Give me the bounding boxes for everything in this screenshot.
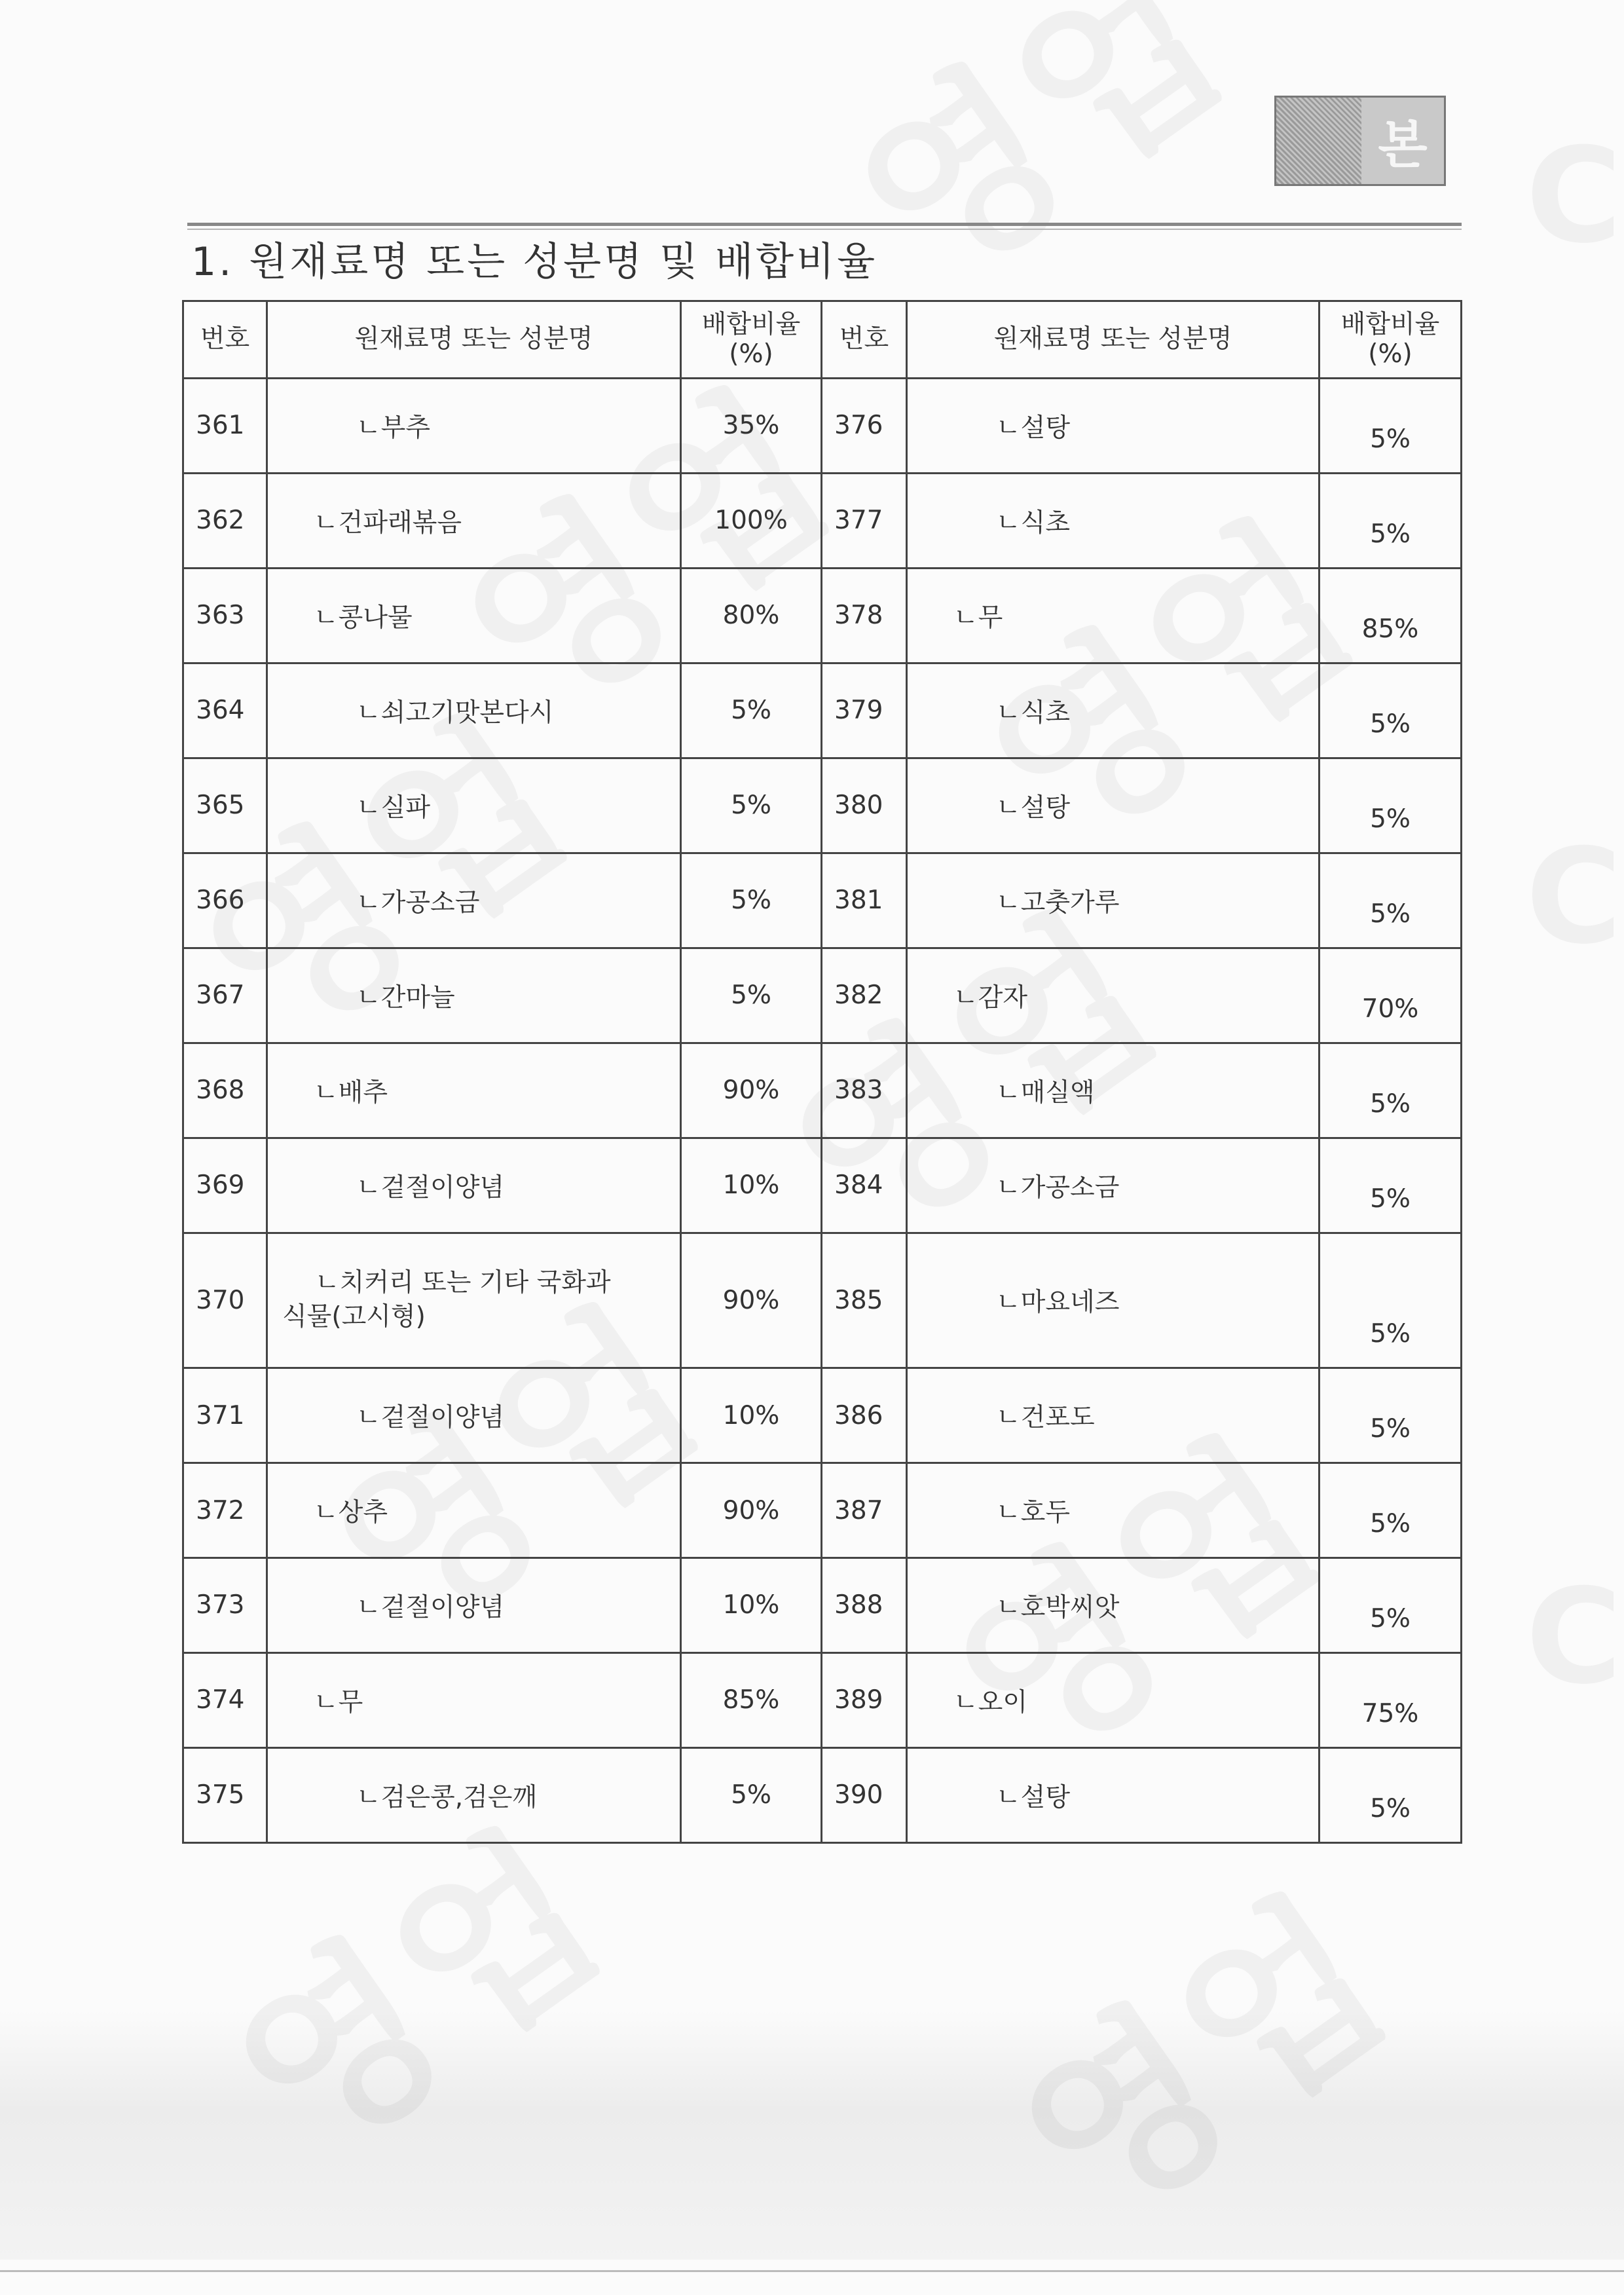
row-ratio: 5% (681, 1747, 822, 1842)
row-ingredient-right: ㄴ설탕 (907, 379, 1320, 474)
row-no: 361 (183, 379, 267, 474)
row-ingredient: ㄴ상추 (267, 1463, 681, 1558)
row-ratio: 10% (681, 1138, 822, 1233)
row-no: 372 (183, 1463, 267, 1558)
header-rule-thin (187, 229, 1462, 230)
row-ratio: 35% (681, 379, 822, 474)
row-ingredient (267, 1233, 681, 1368)
row-ingredient-right: ㄴ설탕 (907, 1747, 1320, 1842)
row-ingredient-right: ㄴ설탕 (907, 758, 1320, 853)
row-ratio-right: 5% (1320, 1747, 1462, 1842)
row-no: 365 (183, 758, 267, 853)
row-ratio-right: 5% (1320, 1043, 1462, 1138)
stamp-text: 본 (1361, 98, 1444, 184)
row-no-right: 386 (822, 1368, 907, 1463)
row-ingredient: ㄴ무 (267, 1652, 681, 1747)
row-ingredient: ㄴ건파래볶음 (267, 473, 681, 568)
row-ingredient-right: ㄴ건포도 (907, 1368, 1320, 1463)
section-title: 1. 원재료명 또는 성분명 및 배합비율 (191, 239, 878, 285)
row-ingredient: ㄴ콩나물 (267, 568, 681, 663)
row-ingredient: ㄴ실파 (267, 758, 681, 853)
row-ingredient-right: ㄴ감자 (907, 948, 1320, 1043)
row-no-right: 390 (822, 1747, 907, 1842)
row-ingredient: ㄴ배추 (267, 1043, 681, 1138)
row-ratio-right: 5% (1320, 1138, 1462, 1233)
row-ratio: 90% (681, 1463, 822, 1558)
row-no: 369 (183, 1138, 267, 1233)
row-no-right: 376 (822, 379, 907, 474)
col-header-ratio-right-line1: 배합비율 (1340, 309, 1440, 339)
row-ingredient: ㄴ가공소금 (267, 853, 681, 948)
watermark-graphic (829, 0, 1253, 314)
row-ingredient-right: ㄴ식초 (907, 473, 1320, 568)
table-row (183, 1652, 1462, 1747)
watermark-graphic (1526, 1572, 1622, 1703)
row-no-right: 384 (822, 1138, 907, 1233)
row-ingredient-right: ㄴ식초 (907, 663, 1320, 758)
row-ingredient: ㄴ쇠고기맛본다시 (267, 663, 681, 758)
row-ratio: 100% (681, 473, 822, 568)
row-no-right: 380 (822, 758, 907, 853)
table-row (183, 948, 1462, 1043)
row-ratio-right: 5% (1320, 853, 1462, 948)
stamp-shaded-block (1276, 98, 1361, 184)
table-row (183, 1747, 1462, 1842)
table-row (183, 663, 1462, 758)
row-no-right: 383 (822, 1043, 907, 1138)
table-row (183, 1463, 1462, 1558)
page-edge (0, 2270, 1624, 2272)
row-ratio: 80% (681, 568, 822, 663)
col-header-ratio-right-line2: (%) (1368, 339, 1412, 369)
row-no: 371 (183, 1368, 267, 1463)
col-header-ratio-right (1320, 301, 1462, 379)
table-header-row (183, 301, 1462, 379)
row-ingredient: ㄴ부추 (267, 379, 681, 474)
row-ratio: 5% (681, 948, 822, 1043)
row-ingredient-right: ㄴ무 (907, 568, 1320, 663)
table-row (183, 1233, 1462, 1368)
table-row (183, 758, 1462, 853)
row-ingredient: ㄴ겉절이양념 (267, 1138, 681, 1233)
row-no: 374 (183, 1652, 267, 1747)
table-row (183, 1138, 1462, 1233)
watermark-graphic (1526, 131, 1622, 262)
row-no-right: 377 (822, 473, 907, 568)
col-header-no-right: 번호 (822, 301, 907, 379)
row-ratio-right: 5% (1320, 473, 1462, 568)
row-ratio: 90% (681, 1233, 822, 1368)
col-header-no: 번호 (183, 301, 267, 379)
row-no: 367 (183, 948, 267, 1043)
row-ingredient: ㄴ검은콩,검은깨 (267, 1747, 681, 1842)
row-no-right: 387 (822, 1463, 907, 1558)
row-ratio-right: 5% (1320, 1368, 1462, 1463)
col-header-name: 원재료명 또는 성분명 (267, 301, 681, 379)
row-ratio: 10% (681, 1558, 822, 1653)
row-no-right: 381 (822, 853, 907, 948)
row-no: 366 (183, 853, 267, 948)
row-ingredient-right: ㄴ가공소금 (907, 1138, 1320, 1233)
row-ratio-right: 85% (1320, 568, 1462, 663)
row-ratio-right: 70% (1320, 948, 1462, 1043)
row-ratio-right: 5% (1320, 379, 1462, 474)
row-ratio: 5% (681, 853, 822, 948)
row-ingredient: ㄴ겉절이양념 (267, 1368, 681, 1463)
row-no-right: 378 (822, 568, 907, 663)
row-ingredient-line1: ㄴ치커리 또는 기타 국화과 (315, 1267, 611, 1297)
row-no: 370 (183, 1233, 267, 1368)
row-no-right: 388 (822, 1558, 907, 1653)
col-header-ratio (681, 301, 822, 379)
row-ratio-right: 75% (1320, 1652, 1462, 1747)
row-ingredient-right: ㄴ호박씨앗 (907, 1558, 1320, 1653)
row-ratio: 10% (681, 1368, 822, 1463)
row-ratio-right: 5% (1320, 663, 1462, 758)
page-bottom-shadow (0, 2011, 1624, 2260)
table-row (183, 1558, 1462, 1653)
row-no: 368 (183, 1043, 267, 1138)
row-ratio: 5% (681, 758, 822, 853)
row-ingredient: ㄴ간마늘 (267, 948, 681, 1043)
table-row (183, 379, 1462, 474)
table-row (183, 568, 1462, 663)
row-no: 364 (183, 663, 267, 758)
row-ratio: 85% (681, 1652, 822, 1747)
row-no: 373 (183, 1558, 267, 1653)
ingredient-table (182, 300, 1462, 1844)
row-no-right: 382 (822, 948, 907, 1043)
table-row (183, 473, 1462, 568)
row-ingredient-right: ㄴ매실액 (907, 1043, 1320, 1138)
row-no: 363 (183, 568, 267, 663)
row-ratio: 5% (681, 663, 822, 758)
row-ratio-right: 5% (1320, 1233, 1462, 1368)
row-ingredient: ㄴ겉절이양념 (267, 1558, 681, 1653)
row-no-right: 379 (822, 663, 907, 758)
copy-stamp (1274, 96, 1446, 186)
row-ingredient-right: ㄴ호두 (907, 1463, 1320, 1558)
col-header-name-right: 원재료명 또는 성분명 (907, 301, 1320, 379)
header-rule (187, 223, 1462, 226)
table-row (183, 1043, 1462, 1138)
col-header-ratio-line2: (%) (729, 339, 773, 369)
row-ingredient-right: ㄴ마요네즈 (907, 1233, 1320, 1368)
row-ratio: 90% (681, 1043, 822, 1138)
row-no: 362 (183, 473, 267, 568)
row-ingredient-right: ㄴ고춧가루 (907, 853, 1320, 948)
row-no-right: 385 (822, 1233, 907, 1368)
row-ingredient-right: ㄴ오이 (907, 1652, 1320, 1747)
table-row (183, 1368, 1462, 1463)
table-row (183, 853, 1462, 948)
row-no: 375 (183, 1747, 267, 1842)
row-ratio-right: 5% (1320, 758, 1462, 853)
col-header-ratio-line1: 배합비율 (701, 309, 801, 339)
row-ratio-right: 5% (1320, 1463, 1462, 1558)
row-ratio-right: 5% (1320, 1558, 1462, 1653)
row-no-right: 389 (822, 1652, 907, 1747)
watermark-graphic (1526, 832, 1622, 963)
row-ingredient-line2: 식물(고시형) (282, 1302, 426, 1332)
